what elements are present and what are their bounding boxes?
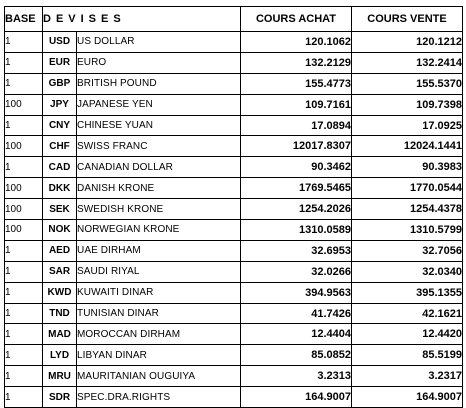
exchange-rate-sheet [4,6,462,408]
cell-currency-name: EURO [77,52,241,73]
cell-cours-vente: 32.7056 [352,240,463,261]
table-row [5,136,463,157]
cell-base: 1 [5,52,43,73]
table-row [5,324,463,345]
cell-cours-vente: 32.0340 [352,261,463,282]
table-row [5,261,463,282]
cell-currency-code: USD [43,32,77,53]
cell-currency-name: CHINESE YUAN [77,115,241,136]
cell-base: 100 [5,136,43,157]
table-row [5,282,463,303]
cell-currency-name: JAPANESE YEN [77,94,241,115]
cell-currency-code: NOK [43,220,77,241]
cell-cours-achat: 132.2129 [241,52,352,73]
cell-currency-name: US DOLLAR [77,32,241,53]
cell-base: 1 [5,240,43,261]
cell-cours-vente: 42.1621 [352,303,463,324]
cell-base: 1 [5,387,43,408]
cell-cours-achat: 12017.8307 [241,136,352,157]
table-row [5,73,463,94]
cell-cours-achat: 1254.2026 [241,199,352,220]
cell-currency-code: AED [43,240,77,261]
cell-currency-code: SAR [43,261,77,282]
cell-base: 100 [5,199,43,220]
cell-cours-vente: 3.2317 [352,366,463,387]
cell-currency-name: CANADIAN DOLLAR [77,157,241,178]
cell-currency-name: SWEDISH KRONE [77,199,241,220]
cell-currency-name: MAURITANIAN OUGUIYA [77,366,241,387]
cell-currency-name: UAE DIRHAM [77,240,241,261]
cell-base: 100 [5,178,43,199]
table-row [5,157,463,178]
cell-cours-vente: 12.4420 [352,324,463,345]
header-cours-achat: COURS ACHAT [241,7,352,32]
cell-cours-vente: 85.5199 [352,345,463,366]
cell-base: 1 [5,157,43,178]
table-header-row [5,7,463,32]
cell-cours-achat: 17.0894 [241,115,352,136]
table-row [5,199,463,220]
cell-cours-vente: 120.1212 [352,32,463,53]
cell-base: 100 [5,220,43,241]
cell-base: 1 [5,73,43,94]
cell-currency-code: EUR [43,52,77,73]
table-row [5,240,463,261]
cell-currency-code: CHF [43,136,77,157]
table-body [5,32,463,408]
cell-cours-achat: 155.4773 [241,73,352,94]
cell-cours-vente: 1770.0544 [352,178,463,199]
cell-cours-achat: 394.9563 [241,282,352,303]
header-cours-vente: COURS VENTE [352,7,463,32]
table-row [5,345,463,366]
cell-currency-code: GBP [43,73,77,94]
cell-currency-code: MRU [43,366,77,387]
cell-currency-code: LYD [43,345,77,366]
cell-cours-achat: 85.0852 [241,345,352,366]
cell-cours-achat: 3.2313 [241,366,352,387]
cell-base: 1 [5,324,43,345]
cell-currency-name: NORWEGIAN KRONE [77,220,241,241]
cell-cours-achat: 90.3462 [241,157,352,178]
cell-cours-vente: 395.1355 [352,282,463,303]
cell-base: 1 [5,115,43,136]
cell-currency-code: DKK [43,178,77,199]
table-row [5,303,463,324]
cell-base: 1 [5,303,43,324]
cell-cours-vente: 12024.1441 [352,136,463,157]
cell-base: 100 [5,94,43,115]
cell-cours-vente: 1310.5799 [352,220,463,241]
cell-currency-code: JPY [43,94,77,115]
cell-currency-name: MOROCCAN DIRHAM [77,324,241,345]
cell-base: 1 [5,366,43,387]
cell-cours-achat: 1310.0589 [241,220,352,241]
header-base: BASE [5,7,43,32]
table-row [5,32,463,53]
cell-cours-achat: 1769.5465 [241,178,352,199]
cell-base: 1 [5,282,43,303]
table-row [5,52,463,73]
cell-base: 1 [5,261,43,282]
cell-currency-code: SDR [43,387,77,408]
table-row [5,220,463,241]
cell-currency-name: BRITISH POUND [77,73,241,94]
cell-cours-achat: 32.0266 [241,261,352,282]
exchange-rate-table [4,6,463,408]
header-devises: DEVISES [43,7,241,32]
table-row [5,115,463,136]
cell-base: 1 [5,345,43,366]
cell-cours-vente: 164.9007 [352,387,463,408]
table-row [5,366,463,387]
cell-cours-vente: 1254.4378 [352,199,463,220]
cell-currency-name: LIBYAN DINAR [77,345,241,366]
cell-cours-vente: 17.0925 [352,115,463,136]
cell-cours-achat: 41.7426 [241,303,352,324]
cell-currency-name: KUWAITI DINAR [77,282,241,303]
cell-currency-code: MAD [43,324,77,345]
cell-cours-achat: 109.7161 [241,94,352,115]
cell-currency-name: SPEC.DRA.RIGHTS [77,387,241,408]
cell-cours-achat: 32.6953 [241,240,352,261]
cell-cours-achat: 12.4404 [241,324,352,345]
cell-cours-vente: 109.7398 [352,94,463,115]
table-row [5,387,463,408]
cell-currency-code: SEK [43,199,77,220]
table-row [5,94,463,115]
cell-currency-code: CNY [43,115,77,136]
cell-cours-vente: 155.5370 [352,73,463,94]
cell-base: 1 [5,32,43,53]
cell-currency-code: CAD [43,157,77,178]
cell-currency-name: SAUDI RIYAL [77,261,241,282]
cell-currency-name: TUNISIAN DINAR [77,303,241,324]
cell-cours-vente: 90.3983 [352,157,463,178]
cell-currency-code: KWD [43,282,77,303]
cell-cours-vente: 132.2414 [352,52,463,73]
cell-cours-achat: 120.1062 [241,32,352,53]
cell-cours-achat: 164.9007 [241,387,352,408]
cell-currency-code: TND [43,303,77,324]
cell-currency-name: DANISH KRONE [77,178,241,199]
cell-currency-name: SWISS FRANC [77,136,241,157]
table-row [5,178,463,199]
